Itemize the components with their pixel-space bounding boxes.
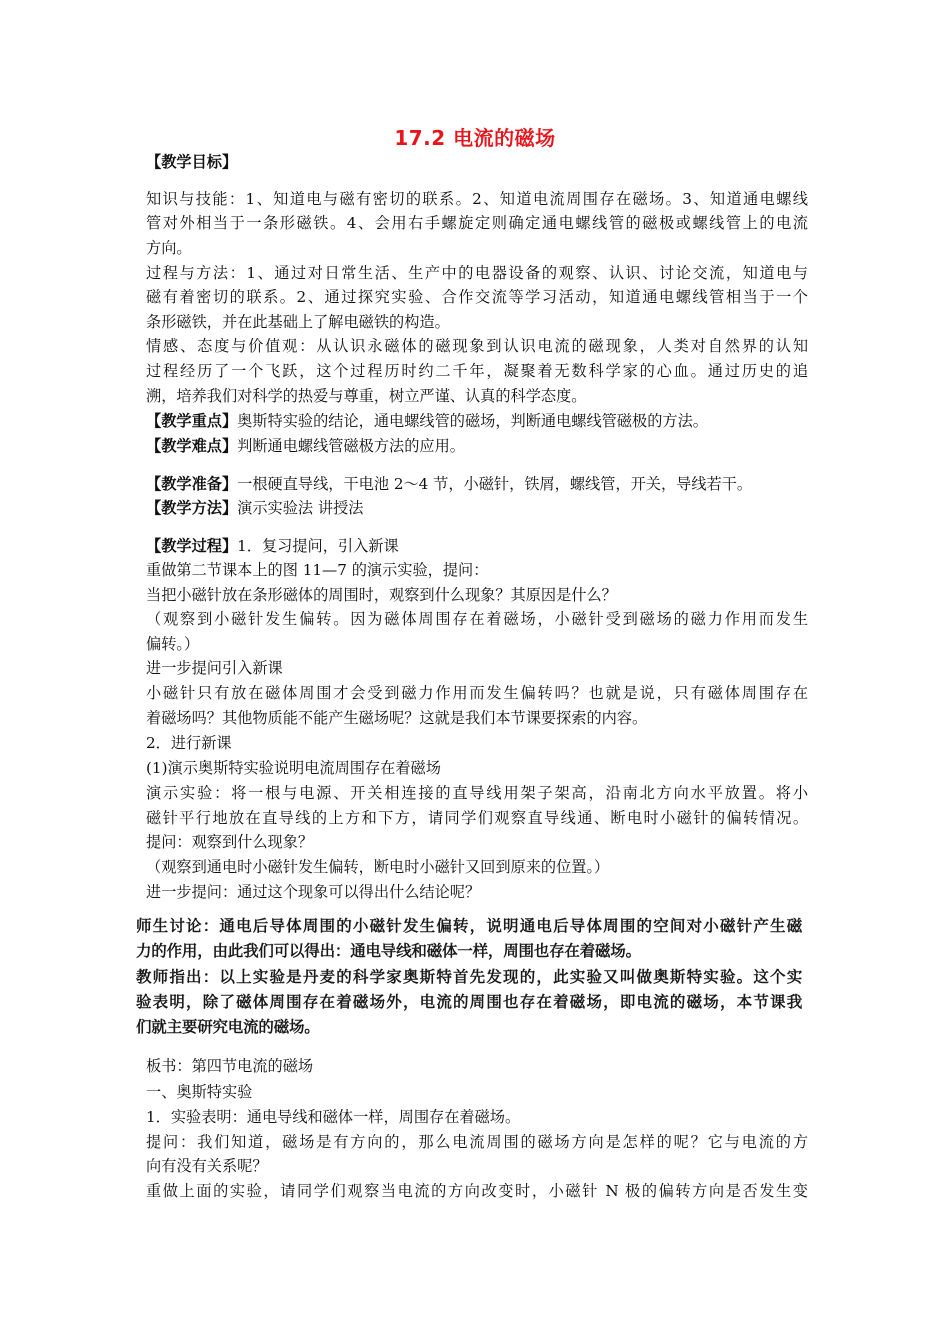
- process-line: [146, 534, 399, 559]
- paragraph-line: 向有没有关系呢？: [146, 1157, 268, 1175]
- paragraph-line: 偏转。）: [146, 635, 200, 653]
- paragraph-line: 板书：第四节电流的磁场: [146, 1057, 314, 1075]
- difficulty-text: 判断通电螺线管磁极方法的应用。: [237, 437, 465, 455]
- key-points-text: 奥斯特实验的结论，通电螺线管的磁场，判断通电螺线管磁极的方法。: [237, 412, 708, 430]
- paragraph-line: 重做第二节课本上的图 11—7 的演示实验，提问：: [146, 561, 489, 579]
- paragraph-line: 重做上面的实验，请同学们观察当电流的方向改变时，小磁针 N 极的偏转方向是否发生变: [146, 1182, 808, 1200]
- paragraph-line: （观察到通电时小磁针发生偏转，断电时小磁针又回到原来的位置。）: [146, 858, 610, 876]
- paragraph-line: 磁有着密切的联系。2、通过探究实验、合作交流等学习活动，知道通电螺线管相当于一个: [146, 288, 808, 306]
- paragraph-line: 当把小磁针放在条形磁体的周围时，观察到什么现象？其原因是什么？: [146, 586, 617, 604]
- difficulty-line: [146, 434, 465, 459]
- page-title: 17.2 电流的磁场: [394, 126, 556, 150]
- handwritten-line: 验表明，除了磁体周围存在着磁场外，电流的周围也存在着磁场，即电流的磁场，本节课我: [136, 993, 802, 1011]
- paragraph-line: 2．进行新课: [146, 734, 232, 752]
- label-preparation: 【教学准备】: [146, 475, 238, 493]
- paragraph-line: 过程经历了一个飞跃，这个过程历时约二千年，凝聚着无数科学家的心血。通过历史的追: [146, 362, 808, 380]
- handwritten-line: 师生讨论：通电后导体周围的小磁针发生偏转，说明通电后导体周围的空间对小磁针产生磁: [136, 917, 802, 935]
- paragraph-line: 小磁针只有放在磁体周围才会受到磁力作用而发生偏转吗？也就是说，只有磁体周围存在: [146, 684, 808, 702]
- paragraph-line: 着磁场吗？其他物质能不能产生磁场呢？这就是我们本节课要探索的内容。: [146, 709, 648, 727]
- paragraph-line: 提问：我们知道，磁场是有方向的，那么电流周围的磁场方向是怎样的呢？它与电流的方: [146, 1133, 808, 1151]
- method-text: 演示实验法 讲授法: [237, 499, 364, 517]
- handwritten-line: 教师指出：以上实验是丹麦的科学家奥斯特首先发现的，此实验又叫做奥斯特实验。这个实: [136, 968, 802, 986]
- paragraph-line: （观察到小磁针发生偏转。因为磁体周围存在着磁场，小磁针受到磁场的磁力作用而发生: [146, 610, 808, 628]
- preparation-line: [146, 472, 752, 497]
- paragraph-line: 进一步提问：通过这个现象可以得出什么结论呢？: [146, 883, 481, 901]
- handwritten-line: 们就主要研究电流的磁场。: [136, 1018, 320, 1036]
- handwritten-line: 力的作用，由此我们可以得出：通电导线和磁体一样，周围也存在着磁场。: [136, 942, 641, 960]
- key-points-line: [146, 409, 708, 434]
- paragraph-line: 进一步提问引入新课: [146, 659, 283, 677]
- paragraph-line: 提问：观察到什么现象？: [146, 833, 314, 851]
- label-key-points: 【教学重点】: [146, 412, 238, 430]
- paragraph-line: 知识与技能：1、知道电与磁有密切的联系。2、知道电流周围存在磁场。3、知道通电螺线: [146, 190, 808, 208]
- label-method: 【教学方法】: [146, 499, 238, 517]
- paragraph-line: 一、奥斯特实验: [146, 1083, 253, 1101]
- label-difficulty: 【教学难点】: [146, 437, 238, 455]
- paragraph-line: (1)演示奥斯特实验说明电流周围存在着磁场: [146, 759, 441, 777]
- preparation-text: 一根硬直导线，干电池 2～4 节，小磁针，铁屑，螺线管，开关，导线若干。: [237, 475, 753, 493]
- paragraph-line: 方向。: [146, 239, 192, 257]
- paragraph-line: 1．实验表明：通电导线和磁体一样，周围存在着磁场。: [146, 1108, 521, 1126]
- process-step-1: 1．复习提问，引入新课: [237, 537, 399, 555]
- paragraph-line: 情感、态度与价值观：从认识永磁体的磁现象到认识电流的磁现象，人类对自然界的认知: [146, 337, 808, 355]
- paragraph-line: 管对外相当于一条形磁铁。4、会用右手螺旋定则确定通电螺线管的磁极或螺线管上的电流: [146, 214, 808, 232]
- label-process: 【教学过程】: [146, 537, 238, 555]
- method-line: [146, 496, 363, 521]
- paragraph-line: 溯，培养我们对科学的热爱与尊重，树立严谨、认真的科学态度。: [146, 387, 587, 405]
- paragraph-line: 磁针平行地放在直导线的上方和下方，请同学们观察直导线通、断电时小磁针的偏转情况。: [146, 809, 808, 827]
- paragraph-line: 条形磁铁，并在此基础上了解电磁铁的构造。: [146, 313, 450, 331]
- section-heading-teaching-goals: 【教学目标】: [146, 153, 238, 171]
- paragraph-line: 演示实验：将一根与电源、开关相连接的直导线用架子架高，沿南北方向水平放置。将小: [146, 784, 808, 802]
- paragraph-line: 过程与方法：1、通过对日常生活、生产中的电器设备的观察、认识、讨论交流，知道电与: [146, 264, 808, 282]
